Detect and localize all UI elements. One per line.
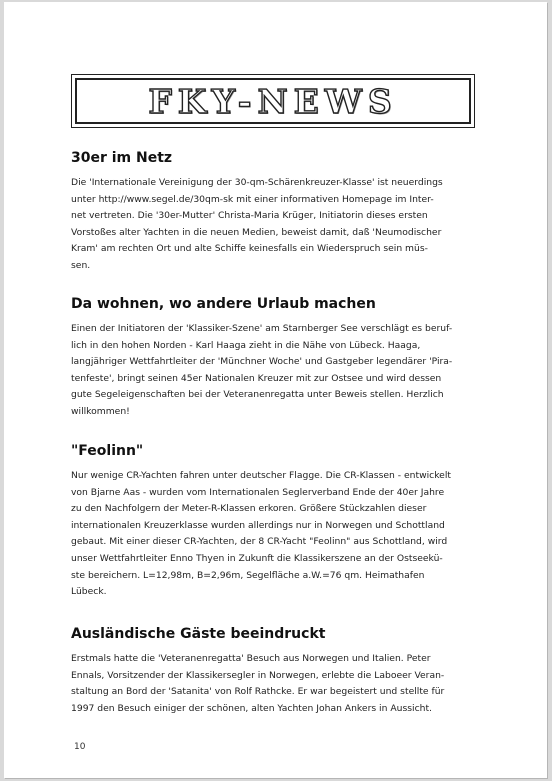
page-number: 10	[74, 742, 86, 752]
body-line: 1997 den Besuch einiger der schönen, alten Yachten Johan Ankers in Aussicht.	[71, 702, 432, 714]
banner-title: FKY-NEWS	[148, 81, 398, 121]
body-line: gebaut. Mit einer dieser CR-Yachten, der 8 CR-Yacht "Feolinn" aus Schottland, wird	[71, 536, 448, 548]
body-line: ste bereichern. L=12,98m, B=2,96m, Segelfläche a.W.=76 qm. Heimathafen	[71, 569, 425, 581]
body-line: Ennals, Vorsitzender der Klassikersegler in Norwegen, erlebte die Laboeer Veran-	[71, 669, 445, 681]
article-body	[71, 651, 475, 717]
article-30er-im-netz	[71, 150, 475, 275]
article-feolinn	[71, 443, 475, 601]
body-line: Vorstoßes alter Yachten in die neuen Medien, beweist damit, daß 'Neumodischer	[71, 226, 442, 238]
body-line: net vertreten. Die '30er-Mutter' Christa-Maria Krüger, Initiatorin dieses ersten	[71, 210, 428, 222]
document-page	[4, 2, 547, 778]
article-body	[71, 468, 475, 601]
body-line: unter http://www.segel.de/30qm-sk mit einer informativen Homepage im Inter-	[71, 193, 434, 205]
body-line: internationalen Kreuzerklasse wurden allerdings nur in Norwegen und Schottland	[71, 519, 445, 531]
news-banner	[71, 74, 475, 128]
body-line: Einen der Initiatoren der 'Klassiker-Szene' am Starnberger See verschlägt es beruf-	[71, 323, 453, 334]
body-line: Die 'Internationale Vereinigung der 30-qm-Schärenkreuzer-Klasse' ist neuerdings	[71, 177, 443, 188]
body-line: von Bjarne Aas - wurden vom Internationalen Seglerverband Ende der 40er Jahre	[71, 486, 445, 498]
body-line: zu den Nachfolgern der Meter-R-Klassen erkoren. Größere Stückzahlen dieser	[71, 503, 427, 515]
body-line: Kram' am rechten Ort und alte Schiffe keinesfalls ein Wiederspruch sein müs-	[71, 243, 428, 255]
article-body	[71, 175, 475, 275]
body-line: staltung an Bord der 'Satanita' von Rolf Rathcke. Er war begeistert und stellte für	[71, 686, 445, 698]
article-heading: Ausländische Gäste beeindruckt	[71, 626, 326, 642]
body-line: sen.	[71, 259, 91, 271]
body-line: lich in den hohen Norden - Karl Haaga zieht in die Nähe von Lübeck. Haaga,	[71, 339, 421, 351]
article-auslaendische-gaeste	[71, 626, 475, 717]
body-line: willkommen!	[71, 405, 130, 417]
body-line: Lübeck.	[71, 586, 107, 598]
article-heading: Da wohnen, wo andere Urlaub machen	[71, 296, 376, 312]
body-line: gute Segeleigenschaften bei der Veteranenregatta unter Beweis stellen. Herzlich	[71, 389, 444, 401]
article-body	[71, 321, 475, 421]
body-line: Nur wenige CR-Yachten fahren unter deutscher Flagge. Die CR-Klassen - entwickelt	[71, 470, 451, 481]
article-da-wohnen	[71, 296, 475, 421]
article-heading: "Feolinn"	[71, 443, 144, 459]
body-line: langjähriger Wettfahrtleiter der 'Münchner Woche' und Gastgeber legendärer 'Pira-	[71, 356, 453, 368]
body-line: tenfeste', bringt seinen 45er Nationalen Kreuzer mit zur Ostsee und wird dessen	[71, 372, 442, 384]
article-heading: 30er im Netz	[71, 150, 173, 166]
body-line: Erstmals hatte die 'Veteranenregatta' Besuch aus Norwegen und Italien. Peter	[71, 653, 431, 664]
body-line: unser Wettfahrtleiter Enno Thyen in Zukunft die Klassikerszene an der Ostseekü-	[71, 552, 443, 564]
